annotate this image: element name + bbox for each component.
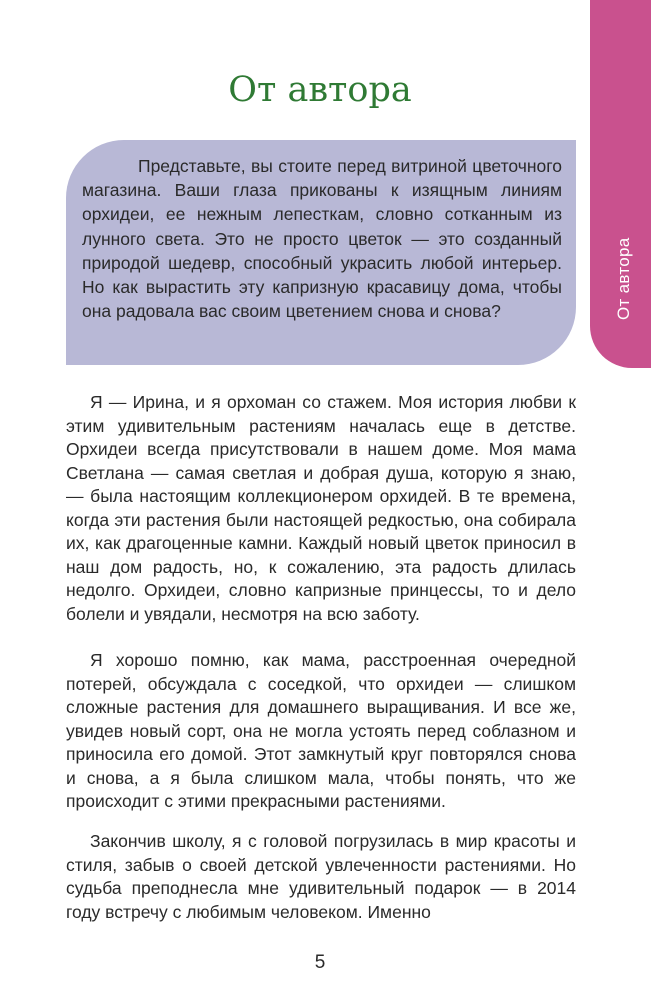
side-tab-label: От автора [614, 237, 633, 320]
paragraph-2: Я хорошо помню, как мама, расстроенная очередной потерей, обсуждала с соседкой, что орхидеи — слишком сложные растения для домашнего выращивания. И все же, увидев новый сорт, она не могла устоять перед соблазном и приносила его домой. Этот замкнутый круг повторялся снова и снова, а я была слишком мала, чтобы понять, что же происходит с этими прекрасными растениями. [66, 650, 576, 811]
page-number: 5 [314, 952, 326, 973]
intro-box [66, 140, 576, 365]
page-title: От автора [228, 70, 412, 110]
paragraph-1: Я — Ирина, и я орхоман со стажем. Моя история любви к этим удивительным растениям началась еще в детстве. Орхидеи всегда присутствовали в нашем доме. Моя мама Светлана — самая светлая и добрая душа, которую я знаю, — была настоящим коллекционером орхидей. В те времена, когда эти растения были настоящей редкостью, она собирала их, как драгоценные камни. Каждый новый цветок приносил в наш дом радость, но, к сожалению, эта радость длилась недолго. Орхидеи, словно капризные принцессы, то и дело болели и увядали, несмотря на всю заботу. [66, 392, 576, 624]
paragraph-3: Закончив школу, я с головой погрузилась в мир красоты и стиля, забыв о своей детской увлеченности растениями. Но судьба преподнесла мне удивительный подарок — в 2014 году встречу с любимым человеком. Именно [66, 831, 576, 922]
side-tab [590, 0, 651, 368]
intro-text: Представьте, вы стоите перед витриной цветочного магазина. Ваши глаза прикованы к изящным линиям орхидеи, ее нежным лепесткам, словно сотканным из лунного света. Это не просто цветок — это созданный природой шедевр, способный украсить любой интерьер. Но как вырастить эту капризную красавицу дома, чтобы она радовала вас своим цветением снова и снова? [82, 156, 562, 322]
